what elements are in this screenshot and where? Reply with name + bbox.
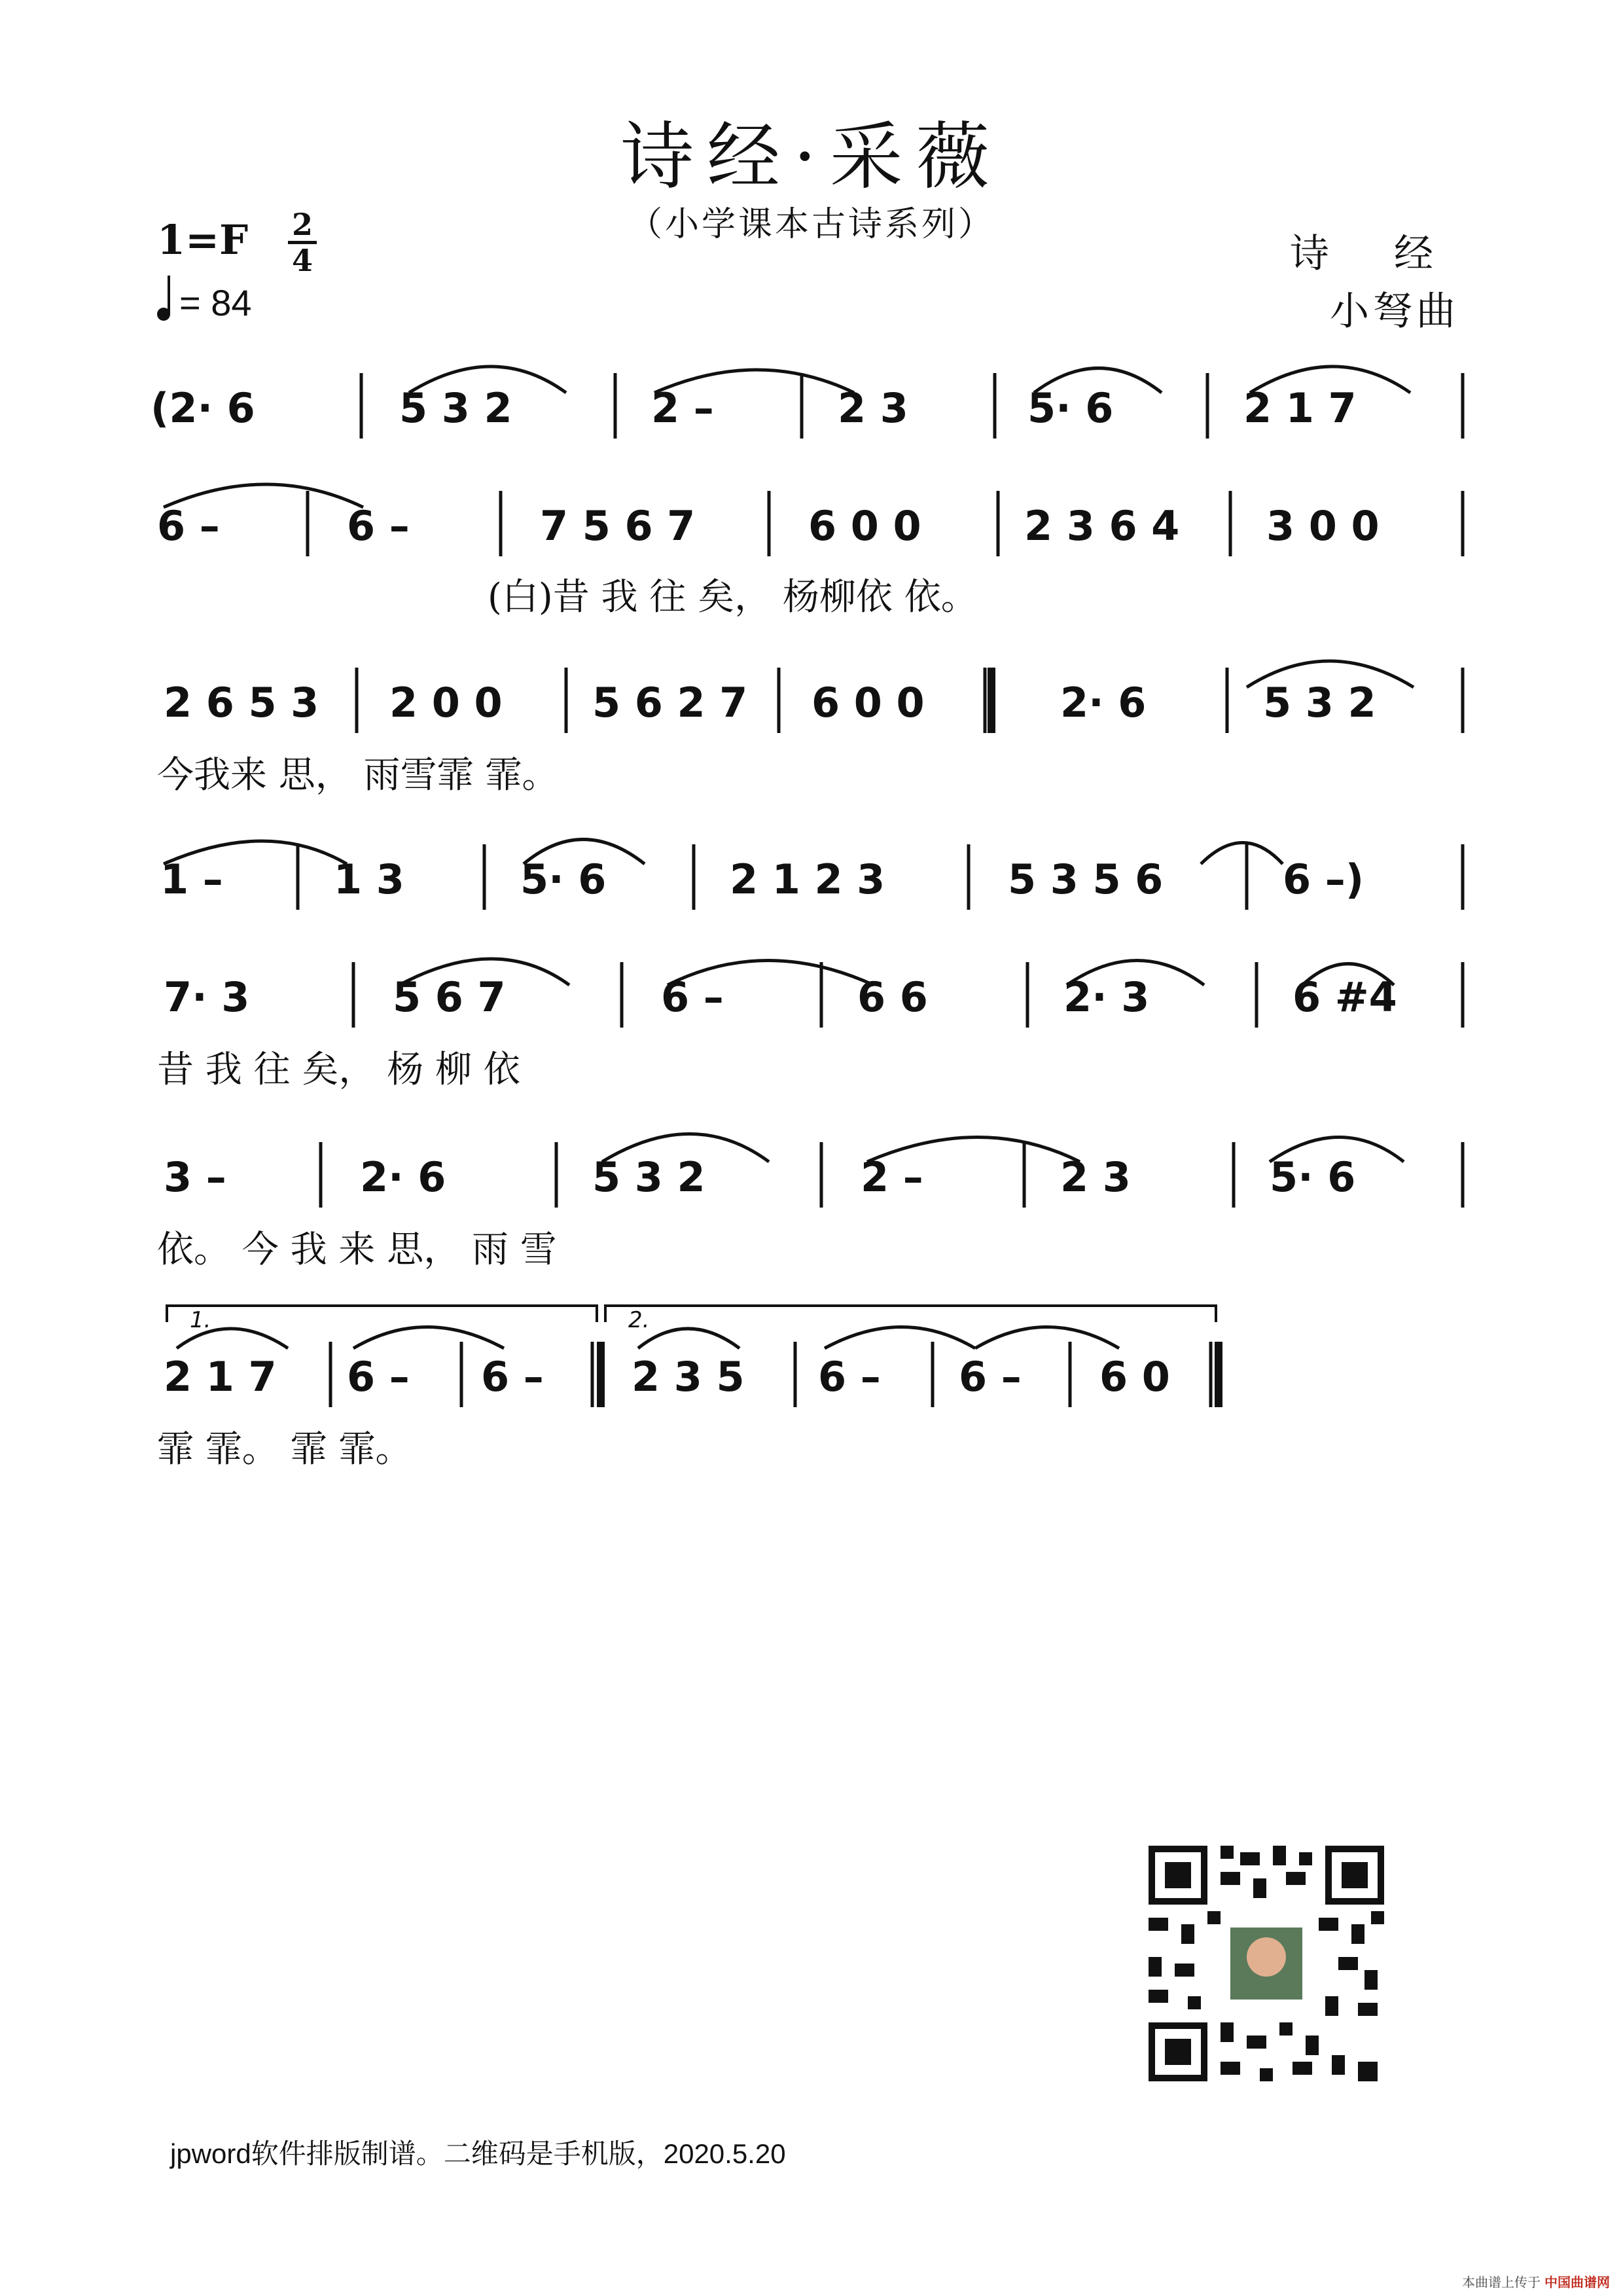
svg-text:5· 6: 5· 6 xyxy=(520,855,607,903)
score-row-2: 6 – xyxy=(157,502,220,550)
score-row-4: 1 – xyxy=(160,855,223,903)
svg-text:5 3 2: 5 3 2 xyxy=(592,1153,705,1201)
score-subtitle: （小学课本古诗系列） xyxy=(628,205,995,244)
svg-text:6 –: 6 – xyxy=(818,1353,881,1401)
svg-text:6 0 0: 6 0 0 xyxy=(808,502,921,550)
svg-text:2 3 6 4: 2 3 6 4 xyxy=(1024,502,1180,550)
svg-text:3 0 0: 3 0 0 xyxy=(1266,502,1380,550)
svg-text:2 3: 2 3 xyxy=(1060,1153,1131,1201)
svg-text:5 6 2 7: 5 6 2 7 xyxy=(592,679,748,726)
site-logo: 中国曲谱网 xyxy=(1544,2276,1610,2290)
score-row-1: (2· 6 xyxy=(151,384,255,432)
svg-text:5 3 5 6: 5 3 5 6 xyxy=(1008,855,1164,903)
lyricist: 诗 经 xyxy=(1289,231,1459,277)
svg-text:5 3 2: 5 3 2 xyxy=(399,384,512,432)
lyric-line-5: 昔 我 往 矣， 杨 柳 依 xyxy=(157,1049,520,1091)
svg-text:2 –: 2 – xyxy=(651,384,714,432)
volta-2: 2. xyxy=(628,1307,650,1333)
svg-text:2 0 0: 2 0 0 xyxy=(389,679,503,726)
svg-text:6 –: 6 – xyxy=(481,1353,544,1401)
svg-text:2 –: 2 – xyxy=(861,1153,923,1201)
score-row-6: 3 – xyxy=(164,1153,226,1201)
svg-text:2 3 5: 2 3 5 xyxy=(632,1353,745,1401)
score-row-7: 2 1 7 xyxy=(164,1353,277,1401)
svg-text:6 –): 6 –) xyxy=(1283,855,1364,903)
svg-text:2· 6: 2· 6 xyxy=(360,1153,446,1201)
svg-text:2 1 2 3: 2 1 2 3 xyxy=(730,855,885,903)
volta-1: 1. xyxy=(190,1307,211,1333)
svg-text:2· 3: 2· 3 xyxy=(1063,973,1150,1021)
svg-text:2 1 7: 2 1 7 xyxy=(1243,384,1357,432)
footer-note: jpword软件排版制谱。二维码是手机版，2020.5.20 xyxy=(170,2138,786,2169)
key-label: 1=F xyxy=(157,216,249,264)
svg-text:5· 6: 5· 6 xyxy=(1270,1153,1356,1201)
svg-text:5· 6: 5· 6 xyxy=(1027,384,1114,432)
svg-text:6 0: 6 0 xyxy=(1099,1353,1170,1401)
lyric-line-6: 依。 今 我 来 思， 雨 雪 xyxy=(157,1229,557,1271)
svg-text:5 6 7: 5 6 7 xyxy=(393,973,506,1021)
lyric-line-3: 今我来 思， 雨雪霏 霏。 xyxy=(157,754,559,797)
score-title: 诗经·采薇 xyxy=(620,115,1003,200)
svg-text:6 6: 6 6 xyxy=(857,973,928,1021)
svg-text:6 –: 6 – xyxy=(347,1353,410,1401)
lyric-line-7: 霏 霏。 霏 霏。 xyxy=(157,1428,412,1471)
svg-text:6 –: 6 – xyxy=(661,973,724,1021)
svg-text:5 3 2: 5 3 2 xyxy=(1263,679,1376,726)
qr-code xyxy=(1142,1839,1391,2088)
svg-text:6 0 0: 6 0 0 xyxy=(812,679,925,726)
svg-text:6 –: 6 – xyxy=(347,502,410,550)
composer: 小弩曲 xyxy=(1330,289,1459,334)
svg-text:2· 6: 2· 6 xyxy=(1060,679,1147,726)
svg-text:2 3: 2 3 xyxy=(838,384,908,432)
score-row-3: 2 6 5 3 xyxy=(164,679,319,726)
time-signature: 2 4 xyxy=(288,209,317,276)
svg-text:6 –: 6 – xyxy=(959,1353,1022,1401)
upload-credit: 本曲谱上传于 中国曲谱网 xyxy=(1462,2276,1610,2290)
svg-text:1 3: 1 3 xyxy=(334,855,404,903)
svg-text:6 #4: 6 #4 xyxy=(1293,973,1397,1021)
tempo-value: = 84 xyxy=(179,282,252,323)
score-row-5: 7· 3 xyxy=(164,973,250,1021)
lyric-line-2: (白)昔 我 往 矣， 杨柳依 依。 xyxy=(488,576,978,619)
svg-text:7 5 6 7: 7 5 6 7 xyxy=(540,502,696,550)
